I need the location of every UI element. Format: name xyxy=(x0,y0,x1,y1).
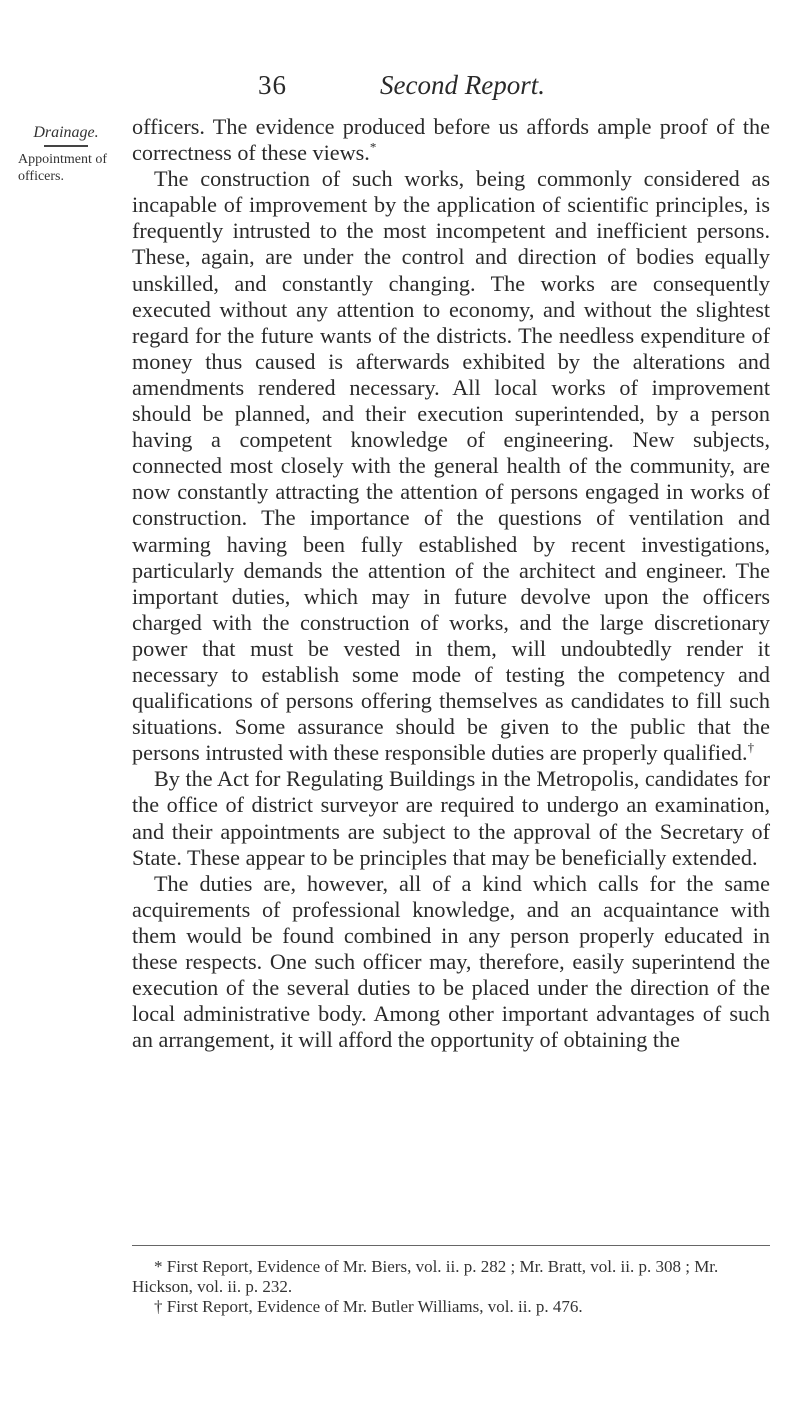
running-title: Second Report. xyxy=(380,70,545,100)
page-header xyxy=(0,70,800,110)
footnotes xyxy=(132,1257,770,1317)
footnote-divider xyxy=(132,1245,770,1246)
footnote-marker: † xyxy=(747,739,755,755)
footnote-marker: * xyxy=(369,139,377,155)
margin-notes xyxy=(18,124,114,185)
footnote: * First Report, Evidence of Mr. Biers, vol. ii. p. 282 ; Mr. Bratt, vol. ii. p. 308 ; Mr. Hickson, vol. ii. p. 232. xyxy=(132,1257,719,1296)
page-number: 36 xyxy=(258,70,287,100)
paragraph: The construction of such works, being commonly considered as incapable of improvement by the application of scientific principles, is frequently intrusted to the most incompetent and inefficient persons. These, again, are under the control and direction of bodies equally unskilled, and constantly changing. The works are consequently executed without any attention to economy, and without the slightest regard for the future wants of the districts. The needless expenditure of money thus caused is afterwards exhibited by the alterations and amendments rendered necessary. All local works of improvement should be planned, and their execution superintended, by a person having a competent knowledge of engineering. New subjects, connected most closely with the general health of the community, are now constantly attracting the attention of persons engaged in works of construction. The importance of the questions of ventilation and warming having been fully established by recent investigations, particularly demands the attention of the architect and engineer. The important duties, which may in future devolve upon the officers charged with the construction of works, and the large discretionary power that must be vested in them, will undoubtedly render it necessary to establish some mode of testing the competency and qualifications of persons offering themselves as candidates to fill such situations. Some assurance should be given to the public that the persons intrusted with these responsible duties are properly qualified.† xyxy=(132,166,770,766)
margin-note-line-2: officers. xyxy=(18,169,64,184)
paragraph: The duties are, however, all of a kind which calls for the same acquirements of professional knowledge, and an acquaintance with them would be found combined in any person properly educated in these respects. One such officer may, therefore, easily superintend the execution of the several duties to be placed under the direction of the local administrative body. Among other important advantages of such an arrangement, it will afford the opportunity of obtaining the xyxy=(132,870,770,1053)
body-text xyxy=(132,114,770,1053)
margin-note-line-1: Appointment of xyxy=(18,152,108,167)
paragraph: officers. The evidence produced before us affords ample proof of the correctness of these views.* xyxy=(132,114,770,166)
paragraph: By the Act for Regulating Buildings in the Metropolis, candidates for the office of district surveyor are required to undergo an examination, and their appointments are subject to the approval of the Secretary of State. These appear to be principles that may be beneficially extended. xyxy=(132,766,770,870)
footnote: † First Report, Evidence of Mr. Butler Williams, vol. ii. p. 476. xyxy=(154,1297,583,1316)
margin-section-heading: Drainage. xyxy=(33,124,99,141)
margin-rule xyxy=(44,145,88,147)
